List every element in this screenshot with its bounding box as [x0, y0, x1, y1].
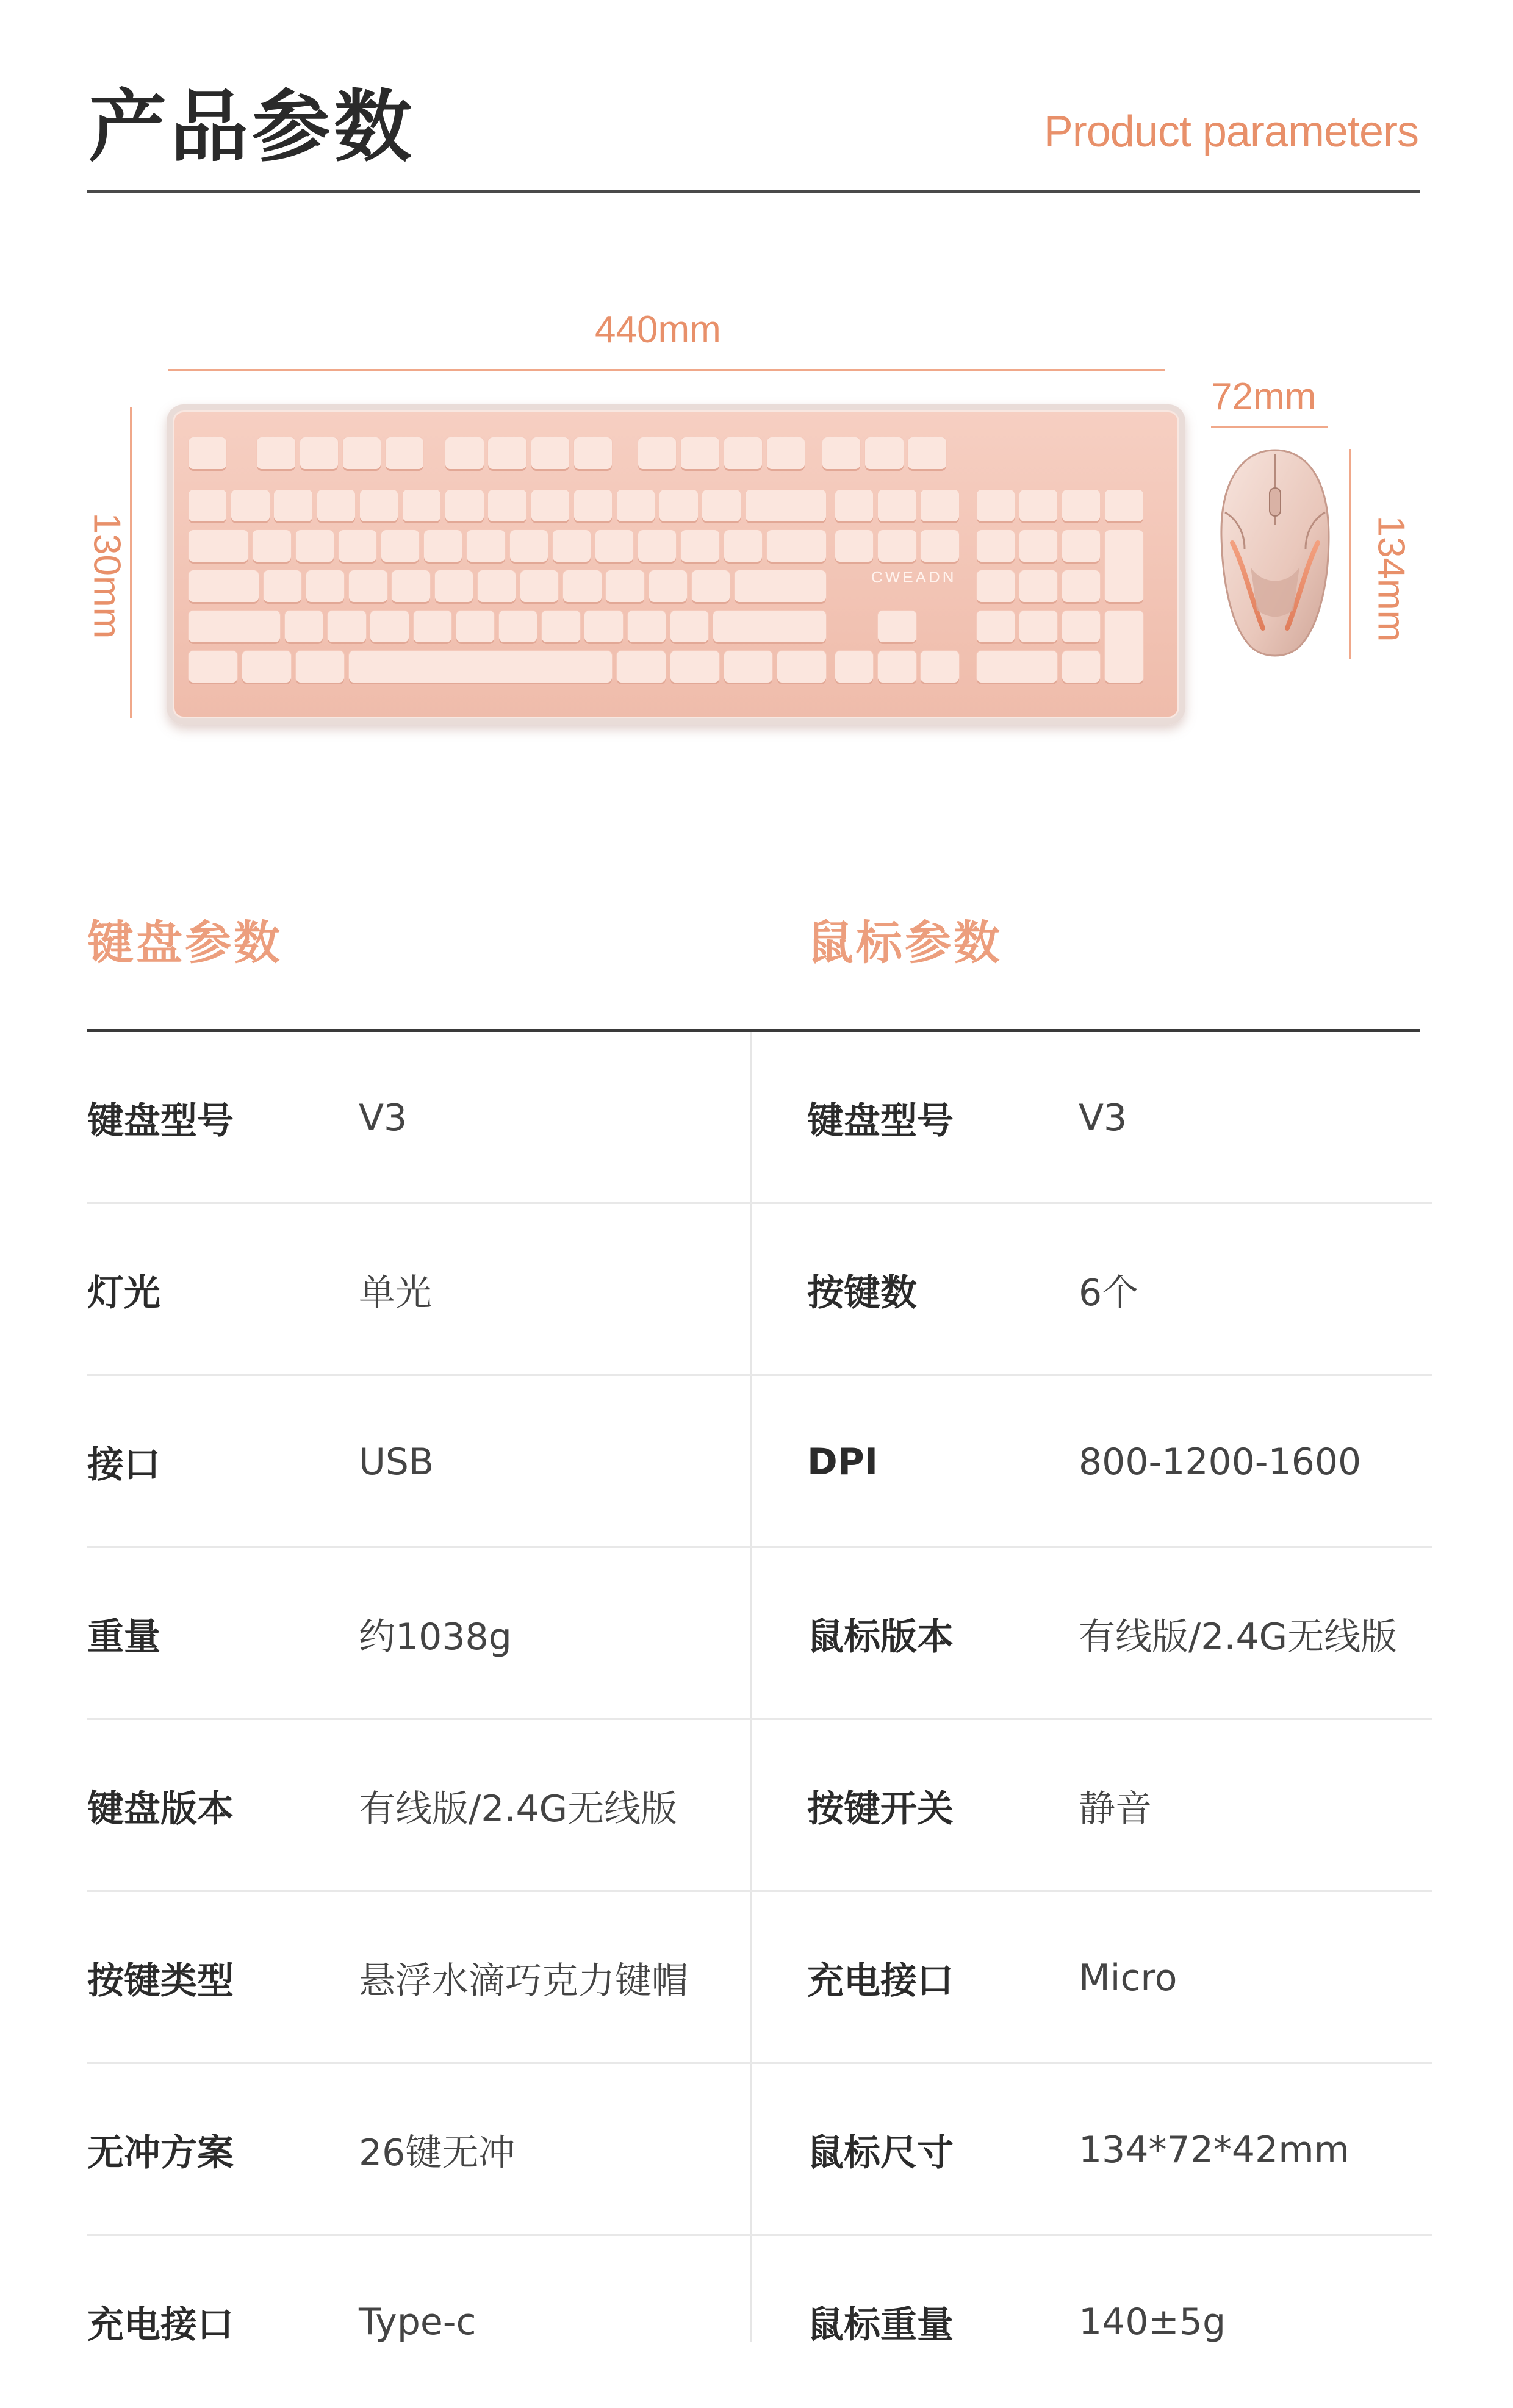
header-divider [87, 190, 1420, 193]
mouse-param-value: Micro [1079, 1957, 1177, 1999]
keyboard-keys [189, 437, 1163, 701]
keycap [189, 570, 259, 602]
mouse-param-value: 140±5g [1079, 2301, 1226, 2343]
keycap [542, 611, 580, 642]
mouse-param-value: 134*72*42mm [1079, 2129, 1350, 2171]
keycap [306, 570, 344, 602]
keyboard-param-label: 键盘版本 [87, 1788, 234, 1830]
keyboard-height-line [130, 407, 132, 718]
mouse-param-label: 充电接口 [807, 1960, 954, 2002]
keycap [835, 651, 873, 683]
table-row [87, 1720, 1432, 1892]
keycap [921, 651, 958, 683]
keycap [478, 570, 516, 602]
mouse-params-title: 鼠标参数 [807, 916, 1002, 970]
keycap [296, 651, 345, 683]
table-row [87, 1376, 1432, 1548]
keycap [392, 570, 429, 602]
keycap [520, 570, 558, 602]
keycap [264, 570, 301, 602]
keyboard-param-label: 接口 [87, 1444, 160, 1486]
keyboard-param-value: Type-c [359, 2301, 476, 2343]
keycap [242, 651, 291, 683]
mouse-param-label: 鼠标版本 [807, 1616, 954, 1658]
mouse-param-label: 鼠标重量 [807, 2304, 954, 2346]
keycap [822, 437, 860, 469]
keyboard-param-label: 无冲方案 [87, 2132, 234, 2174]
keycap [445, 437, 483, 469]
keycap [735, 570, 826, 602]
keycap [584, 611, 622, 642]
keycap [692, 570, 730, 602]
mouse-width-label: 72mm [1211, 376, 1317, 418]
keycap [343, 437, 381, 469]
keyboard-param-label: 按键类型 [87, 1960, 234, 2002]
mouse-param-value: 静音 [1079, 1788, 1152, 1830]
keycap [231, 490, 269, 521]
keycap [617, 490, 655, 521]
keycap [1105, 530, 1143, 602]
keycap [285, 611, 323, 642]
keycap [1019, 570, 1057, 602]
keycap [1062, 651, 1100, 683]
keycap [724, 437, 762, 469]
keycap [724, 651, 773, 683]
keycap [381, 530, 419, 562]
keycap [638, 437, 676, 469]
keycap [531, 437, 569, 469]
keycap [339, 530, 376, 562]
keycap [1062, 490, 1100, 521]
keyboard-param-value: V3 [359, 1097, 408, 1139]
keycap [1062, 570, 1100, 602]
table-row [87, 1032, 1432, 1204]
keycap [531, 490, 569, 521]
page-subtitle: Product parameters [1043, 107, 1418, 156]
mouse-param-value: 有线版/2.4G无线版 [1079, 1616, 1398, 1658]
keycap [1062, 530, 1100, 562]
keyboard-width-line [168, 369, 1165, 371]
keycap [574, 437, 612, 469]
keyboard-param-value: 悬浮水滴巧克力键帽 [359, 1960, 688, 2002]
keycap [878, 651, 916, 683]
keycap [189, 611, 280, 642]
page-title: 产品参数 [88, 82, 416, 173]
keyboard-param-value: USB [359, 1441, 434, 1483]
keycap [467, 530, 505, 562]
keyboard-param-label: 重量 [87, 1616, 160, 1658]
keycap [445, 490, 483, 521]
mouse-height-label: 134mm [1370, 515, 1412, 642]
keycap [403, 490, 440, 521]
keyboard-image [167, 404, 1185, 725]
keycap [189, 651, 237, 683]
keycap [878, 530, 916, 562]
keycap [349, 570, 387, 602]
keycap [1019, 530, 1057, 562]
keycap [921, 490, 958, 521]
mouse-param-label: DPI [807, 1441, 879, 1483]
keycap [659, 490, 697, 521]
keycap [777, 651, 826, 683]
keycap [424, 530, 462, 562]
mouse-height-line [1349, 449, 1351, 659]
keycap [488, 490, 526, 521]
table-row [87, 2236, 1432, 2408]
keyboard-param-label: 键盘型号 [87, 1100, 234, 1142]
keycap [767, 530, 827, 562]
keycap [456, 611, 494, 642]
keycap [606, 570, 644, 602]
keycap [1019, 611, 1057, 642]
keycap [563, 570, 601, 602]
keycap [921, 530, 958, 562]
mouse-param-label: 按键数 [807, 1272, 917, 1314]
keycap [274, 490, 312, 521]
keycap [1105, 490, 1143, 521]
keyboard-params-title: 键盘参数 [87, 916, 282, 970]
keycap [317, 490, 355, 521]
keycap [189, 490, 226, 521]
keycap [977, 490, 1015, 521]
keycap [670, 611, 708, 642]
mouse-icon [1208, 445, 1342, 665]
keycap [713, 611, 826, 642]
keyboard-param-value: 约1038g [359, 1616, 512, 1658]
keycap [767, 437, 805, 469]
keycap [253, 530, 290, 562]
keyboard-width-label: 440mm [595, 309, 721, 351]
keycap [681, 530, 719, 562]
keycap [499, 611, 537, 642]
keycap [649, 570, 687, 602]
mouse-param-value: V3 [1079, 1097, 1127, 1139]
keycap [257, 437, 295, 469]
keyboard-param-label: 灯光 [87, 1272, 160, 1314]
keycap [908, 437, 946, 469]
mouse-image [1208, 445, 1342, 665]
keyboard-brand-logo: CWEADN [871, 568, 957, 586]
keyboard-param-value: 单光 [359, 1272, 432, 1314]
keycap [702, 490, 740, 521]
keycap [628, 611, 666, 642]
keycap [835, 530, 873, 562]
keycap [617, 651, 666, 683]
keycap [977, 611, 1015, 642]
mouse-param-value: 800-1200-1600 [1079, 1441, 1362, 1483]
keycap [360, 490, 398, 521]
keyboard-param-label: 充电接口 [87, 2304, 234, 2346]
keycap [349, 651, 612, 683]
keycap [328, 611, 365, 642]
keycap [386, 437, 423, 469]
keycap [681, 437, 719, 469]
keyboard-param-value: 26键无冲 [359, 2132, 516, 2174]
table-row [87, 2064, 1432, 2236]
keycap [435, 570, 473, 602]
keycap [370, 611, 408, 642]
mouse-param-label: 键盘型号 [807, 1100, 954, 1142]
mouse-width-line [1211, 426, 1328, 428]
keycap [553, 530, 591, 562]
keyboard-height-label: 130mm [85, 512, 128, 639]
keycap [1105, 611, 1143, 683]
keycap [414, 611, 451, 642]
keycap [638, 530, 676, 562]
keycap [488, 437, 526, 469]
keycap [835, 490, 873, 521]
keycap [189, 530, 248, 562]
keycap [670, 651, 719, 683]
keycap [1062, 611, 1100, 642]
keycap [574, 490, 612, 521]
keycap [595, 530, 633, 562]
table-row [87, 1204, 1432, 1376]
keycap [1019, 490, 1057, 521]
mouse-param-value: 6个 [1079, 1272, 1139, 1314]
keycap [977, 570, 1015, 602]
table-row [87, 1548, 1432, 1720]
mouse-param-label: 鼠标尺寸 [807, 2132, 954, 2174]
keycap [878, 490, 916, 521]
keycap [296, 530, 334, 562]
keycap [746, 490, 827, 521]
table-row [87, 1892, 1432, 2064]
mouse-param-label: 按键开关 [807, 1788, 954, 1830]
keycap [189, 437, 226, 469]
keycap [724, 530, 762, 562]
keycap [977, 530, 1015, 562]
keycap [510, 530, 548, 562]
keyboard-param-value: 有线版/2.4G无线版 [359, 1788, 678, 1830]
keycap [878, 611, 916, 642]
keycap [300, 437, 338, 469]
keycap [977, 651, 1058, 683]
keycap [865, 437, 903, 469]
